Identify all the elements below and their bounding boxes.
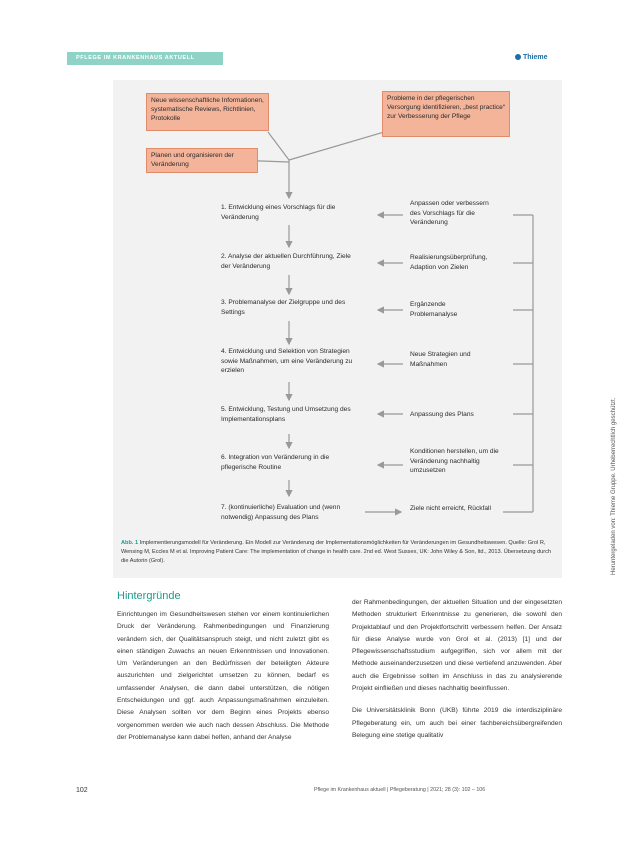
paragraph: der Rahmenbedingungen, der aktuellen Situation und der eingesetzten Methoden strukturiert Erkenntnisse zu generieren, die sowohl den Projektablauf und den Projektfortschritt verbessern helfen. Der Ansatz für diese Analyse wurde von Grol et al. (2013) [1] und der Pflegewissenschaftsstudium aufgegriffen, sich vor allem mit der Methode auseinanderzusetzen und diese vertiefend anzuwenden. Aber auch die Ergebnisse sollten im Anschluss in das zu analysierende Projekt einfließen und dieses nachhaltig beeinflussen. [352,599,562,693]
publisher-logo [515,52,548,64]
feedback-label-7: Ziele nicht erreicht, Rückfall [410,505,491,512]
text-column-right [352,597,562,742]
side-copyright-text: Heruntergeladen von: Thieme Gruppe. Urheberrechtlich geschützt. [611,397,617,575]
box-plan-change: Planen und organisieren der Veränderung [146,148,258,173]
step-5: 5. Entwicklung, Testung und Umsetzung des Implementationsplans [221,406,351,423]
logo-text: Thieme [523,54,548,61]
figure-caption [113,531,562,578]
arrow-topright-merge [289,130,391,160]
feedback-label-4: Neue Strategien und Maßnahmen [410,351,471,368]
header-section-tag: PFLEGE IM KRANKENHAUS AKTUELL [67,52,223,65]
step-2: 2. Analyse der aktuellen Durchführung, Ziele der Veränderung [221,253,351,270]
paragraph: Einrichtungen im Gesundheitswesen stehen vor einem kontinuierlichen Druck der Veränderung. Rahmenbedingungen und Finanzierung verändern sich, der Qualitätsanspruch steigt, und nicht zuletzt gibt es einen ständigen Zuwachs an neuen Erkenntnissen und Innovationen. Um Veränderungen an den Bedürfnissen der beteiligten Akteure auszurichten und zielgerichtet umsetzen zu können, bedarf es umfassender Analysen, die dann dabei unterstützen, die nötigen Entscheidungen und ggf. auch Anpassungsmaßnahmen einzuleiten. Diese Analysen sollten vor dem Beginn eines Projekts ebenso vorgenommen werden wie auch nach dessen Abschluss. Die Methode der Problemanalyse kann dabei helfen, anhand der Analyse [117,611,329,741]
page-number: 102 [76,787,88,794]
step-4: 4. Entwicklung und Selektion von Strategien sowie Maßnahmen, um eine Veränderung zu erzielen [221,348,353,374]
section-title: Hintergründe [117,590,181,602]
feedback-label-2: Realisierungsüberprüfung, Adaption von Zielen [410,254,488,271]
arrow-topleft-merge [268,132,289,160]
caption-marker: Abb. 1 [121,540,139,546]
feedback-label-5: Anpassung des Plans [410,411,474,418]
step-6: 6. Integration von Veränderung in die pflegerische Routine [221,454,330,471]
box-new-information: Neue wissenschaftliche Informationen, systematische Reviews, Richtlinien, Protokolle [146,93,269,131]
feedback-label-3: Ergänzende Problemanalyse [410,301,458,318]
paragraph: Die Universitätsklinik Bonn (UKB) führte 2019 die interdisziplinäre Pflegeberatung ein, um auch bei einer fachbereichsübergreifenden Belegung eine stetige qualitativ [352,707,562,739]
feedback-label-1: Anpassen oder verbessern des Vorschlags für die Veränderung [410,200,489,226]
feedback-label-6: Konditionen herstellen, um die Veränderung nachhaltig umzusetzen [410,448,499,474]
caption-text: Implementierungsmodell für Veränderung. Ein Modell zur Veränderung der Implementationsmöglichkeiten für Veränderungen im Gesundheitswesen. Quelle: Grol R, Wensing M, Eccles M et al. Improving Patient Care: The implementation of change in health care. 2nd ed. West Sussex, UK: John Wiley & Son, ltd., 2013. Übersetzung durch die Autorin (Grol). [121,540,552,564]
step-3: 3. Problemanalyse der Zielgruppe und des Settings [221,299,346,316]
side-copyright [611,235,631,575]
text-column-left [117,609,329,744]
box-identify-problems: Probleme in der pflegerischen Versorgung identifizieren, „best practice“ zur Verbesserung der Pflege [382,91,510,137]
step-1: 1. Entwicklung eines Vorschlags für die Veränderung [221,204,336,221]
footer-citation: Pflege im Krankenhaus aktuell | Pflegeberatung | 2021; 28 (3): 102 – 106 [314,787,486,793]
step-7: 7. (kontinuierliche) Evaluation und (wenn notwendig) Anpassung des Plans [221,504,341,521]
logo-mark-icon [515,54,521,60]
